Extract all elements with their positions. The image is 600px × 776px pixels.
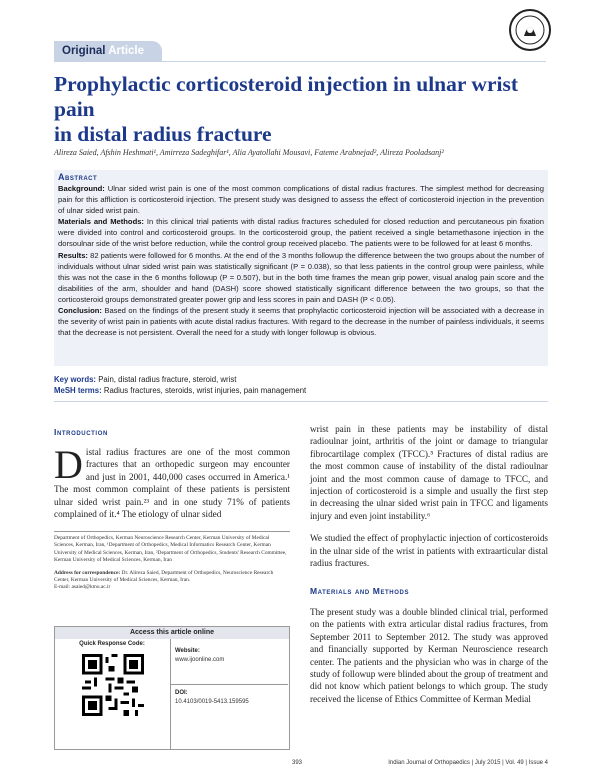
- access-inner-rule: [171, 684, 288, 685]
- correspondence-text: Dr. Alireza Saied, Department of Orthopedics, Neuroscience Research Center, Kerman University of Medical Sciences, Kerman, Iran.: [54, 569, 274, 584]
- intro-para-right: wrist pain in these patients may be instability of distal radioulnar joint, arthritis of the joint or damage to triangular fibrocartilage complex (TFCC).⁵ Fractures of distal radius are the most common cause of instability of the distal radioulnar joint and the most common cause of damage to TFCC, and injection of corticosteroid is a simple and usually the first step in decreasing the ulnar sided wrist pain in TFCC and ligaments injury and even joint instability.⁶: [310, 424, 548, 521]
- abstract-body: [58, 183, 544, 338]
- article-title: [54, 72, 554, 147]
- abstract-background: [58, 183, 544, 216]
- methods-label: Materials and Methods:: [58, 217, 144, 227]
- methods-para: The present study was a double blinded clinical trial, performed on the patients with extra articular distal radius fractures, from September 2011 to September 2012. The study was approved and financially supported by Kerman Neuroscience research center. The patients and the physician who was in charge of the study of followup were blinded about the group of treatment and did not know which patient belongs to which group. The study received the license of Ethics Committee of Kerman Medial: [310, 607, 548, 704]
- page-number: 393: [292, 760, 303, 766]
- abstract-heading: Abstract: [58, 172, 98, 182]
- keywords-line: [54, 374, 548, 385]
- qr-label: Quick Response Code:: [79, 641, 145, 647]
- results-label: Results:: [58, 250, 88, 260]
- article-type-tab: [54, 41, 162, 61]
- intro-dropcap: D: [54, 442, 83, 487]
- abstract-separator: [54, 401, 548, 402]
- conclusion-label: Conclusion:: [58, 306, 102, 316]
- mesh-text: Radius fractures, steroids, wrist injuries, pain management: [103, 386, 307, 395]
- results-text: 82 patients were followed for 6 months. At the end of the 3 months followup the difference between the two groups about the number of individuals without ulnar sided wrist pain was statistically significant (P = 0.038), so that less patients in the control group were painless, while this was not the case in the 6 months followup (P = 0.507), but in the both time frames the mean grip power, visual analog pain score and the disabilities of the arm, shoulder and hand (DASH) score showed statistically significant difference between the two groups, so that the corticosteroid groups demonstrated greater power grip and less scores in pain and DASH (P < 0.05).: [58, 250, 544, 304]
- correspondence-label: Address for correspondence:: [54, 569, 121, 576]
- doi-label: DOI:: [175, 690, 188, 696]
- intro-right-column: [310, 423, 548, 569]
- abstract-methods: [58, 216, 544, 249]
- background-text: Ulnar sided wrist pain is one of the most common complications of distal radius fractures. The simplest method for decreasing pain for this affliction is corticosteroid injection. The present study was designed to assess the effect of corticosteroid injection in the prevention of ulnar sided wrist pain.: [58, 184, 544, 216]
- doi-link[interactable]: 10.4103/0019-5413.159595: [175, 699, 249, 705]
- methods-heading: Materials and Methods: [310, 586, 410, 596]
- author-list: Alireza Saied, Afshin Heshmati¹, Amirreza Sadeghifar¹, Alia Ayatollahi Mousavi, Fateme Arabnejad², Alireza Pooladsanj²: [54, 148, 444, 157]
- title-line-2: in distal radius fracture: [54, 122, 272, 146]
- website-label: Website:: [175, 648, 200, 654]
- access-heading: Access this article online: [55, 627, 289, 639]
- header-rule: [54, 61, 546, 62]
- mesh-line: [54, 385, 548, 396]
- title-line-1: Prophylactic corticosteroid injection in ulnar wrist pain: [54, 72, 518, 121]
- affiliation-block: [54, 535, 290, 592]
- keywords-label: Key words:: [54, 375, 97, 384]
- intro-para-left: istal radius fractures are one of the most common fractures that an orthopedic surgeon may encounter and just in 2001, 440,000 cases occurred in America.¹ The most common complaint of these patients is persistent ulnar sided wrist pain.²³ and in one study 71% of patients complained of it.⁴ The etiology of ulnar sided: [54, 447, 290, 520]
- mesh-label: MeSH terms:: [54, 386, 102, 395]
- access-divider: [170, 639, 171, 749]
- tab-word-original: Original: [62, 45, 106, 57]
- affiliation-rule: [54, 531, 290, 532]
- abstract-results: [58, 250, 544, 305]
- conclusion-text: Based on the findings of the present study it seems that prophylactic corticosteroid injection will be associated with a decrease in the severity of wrist pain in patients with acute distal radius fractures. With regard to the decrease in the number of painless individuals, it seems that the decrease is not persistent. Overall the need for a study with longer followup is obvious.: [58, 306, 544, 338]
- methods-column: [310, 606, 548, 705]
- keywords-block: [54, 374, 548, 396]
- journal-citation: Indian Journal of Orthopaedics | July 2015 | Vol. 49 | Issue 4: [388, 760, 548, 766]
- correspondence-email: E-mail: asaied@kmu.ac.ir: [54, 584, 111, 591]
- background-label: Background:: [58, 184, 105, 193]
- website-link[interactable]: www.ijoonline.com: [175, 657, 225, 663]
- abstract-conclusion: [58, 305, 544, 338]
- intro-left-column: [54, 442, 290, 520]
- affiliation-dept: Department of Orthopedics, Kerman Neuroscience Research Center, Kerman University of Medical Sciences, Kerman, Iran, ¹Department of Orthopedics, Medical Informatics Research Center, Kerman University of Medical Sciences, Kerman, Iran, ²Department of Orthopedics, Students' Research Committee, Kerman University of Medical Sciences, Kerman, Iran: [54, 535, 287, 564]
- intro-heading: Introduction: [54, 427, 108, 437]
- journal-seal-icon: [508, 8, 552, 52]
- intro-para-right-2: We studied the effect of prophylactic injection of corticosteroids in the ulnar side of the wrist in patients with extraarticular distal radius fractures.: [310, 533, 548, 569]
- methods-text: In this clinical trial patients with distal radius fractures scheduled for closed reduction and percutaneous pin fixation were divided into control and corticosteroid groups. In the corticosteroid group, the patient received a single betamethasone injection in the dorsoulnar side of the wrist before reduction, while the control group received placebo. The patients were to be followed for at least 6 months.: [58, 217, 544, 249]
- tab-word-article: Article: [108, 45, 145, 57]
- keywords-text: Pain, distal radius fracture, steroid, wrist: [98, 375, 237, 384]
- qr-code-icon[interactable]: [82, 654, 144, 716]
